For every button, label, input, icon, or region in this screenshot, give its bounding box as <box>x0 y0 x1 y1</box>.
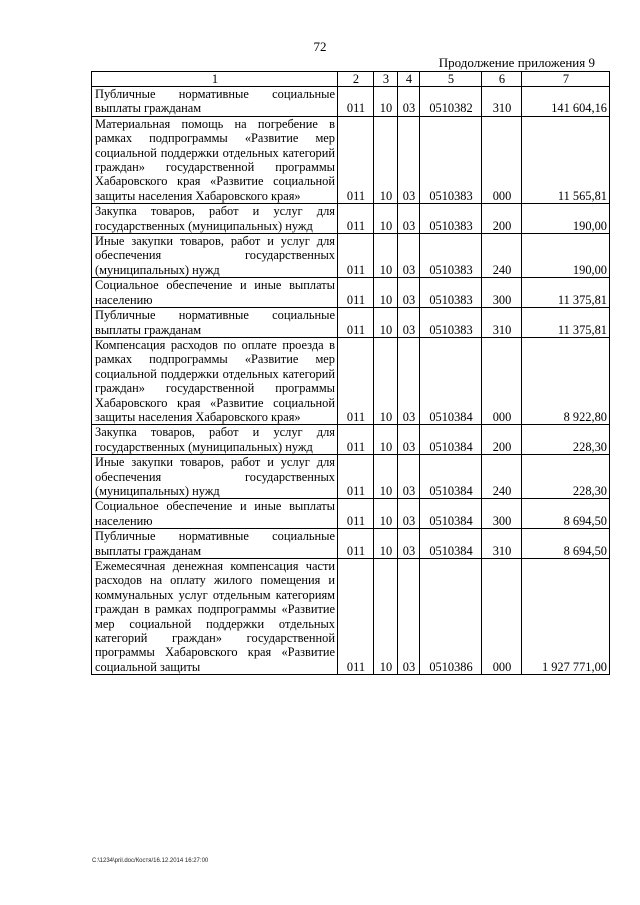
row-section-code: 10 <box>374 204 398 234</box>
row-subsection-code: 03 <box>398 337 420 424</box>
row-section-code: 10 <box>374 499 398 529</box>
row-description: Социальное обеспечение и иные выплаты населению <box>92 499 338 529</box>
row-description: Публичные нормативные социальные выплаты гражданам <box>92 529 338 559</box>
row-ministry-code: 011 <box>338 116 374 203</box>
row-section-code: 10 <box>374 529 398 559</box>
row-target-code: 0510382 <box>420 87 482 117</box>
row-description: Закупка товаров, работ и услуг для государственных (муниципальных) нужд <box>92 204 338 234</box>
file-path-footer: C:\1234\pril.doc/Костя/16.12.2014 16:27:00 <box>92 858 209 864</box>
row-expense-type-code: 200 <box>482 425 522 455</box>
row-section-code: 10 <box>374 87 398 117</box>
row-description: Социальное обеспечение и иные выплаты населению <box>92 278 338 308</box>
row-subsection-code: 03 <box>398 455 420 499</box>
row-target-code: 0510384 <box>420 499 482 529</box>
header-cell-4: 4 <box>398 72 420 87</box>
table-row <box>92 87 610 117</box>
row-ministry-code: 011 <box>338 529 374 559</box>
row-description: Публичные нормативные социальные выплаты гражданам <box>92 87 338 117</box>
budget-table <box>91 71 610 675</box>
row-subsection-code: 03 <box>398 87 420 117</box>
row-expense-type-code: 310 <box>482 308 522 338</box>
row-ministry-code: 011 <box>338 87 374 117</box>
row-amount: 11 565,81 <box>522 116 610 203</box>
table-row <box>92 116 610 203</box>
row-amount: 8 922,80 <box>522 337 610 424</box>
continuation-label: Продолжение приложения 9 <box>438 55 595 70</box>
row-section-code: 10 <box>374 308 398 338</box>
row-subsection-code: 03 <box>398 529 420 559</box>
row-section-code: 10 <box>374 337 398 424</box>
row-amount: 190,00 <box>522 234 610 278</box>
table-row <box>92 499 610 529</box>
row-description: Ежемесячная денежная компенсация части расходов на оплату жилого помещения и коммунальных услуг отдельным категориям граждан в рамках подпрограммы «Развитие мер социальной поддержки отдельных категорий граждан» государственной программы Хабаровского края «Развитие социальной защиты <box>92 559 338 675</box>
row-section-code: 10 <box>374 455 398 499</box>
header-cell-5: 5 <box>420 72 482 87</box>
table-row <box>92 278 610 308</box>
row-description: Компенсация расходов по оплате проезда в рамках подпрограммы «Развитие мер социальной поддержки отдельных категорий граждан» государственной программы Хабаровского края «Развитие социальной защиты населения Хабаровского края» <box>92 337 338 424</box>
row-amount: 11 375,81 <box>522 278 610 308</box>
row-ministry-code: 011 <box>338 204 374 234</box>
row-amount: 1 927 771,00 <box>522 559 610 675</box>
table-row <box>92 559 610 675</box>
row-ministry-code: 011 <box>338 559 374 675</box>
row-expense-type-code: 000 <box>482 337 522 424</box>
row-description: Иные закупки товаров, работ и услуг для обеспечения государственных (муниципальных) нужд <box>92 455 338 499</box>
table-row <box>92 425 610 455</box>
table-header-row <box>92 72 610 87</box>
row-amount: 11 375,81 <box>522 308 610 338</box>
row-target-code: 0510383 <box>420 116 482 203</box>
row-section-code: 10 <box>374 425 398 455</box>
page-number: 72 <box>313 39 327 54</box>
row-expense-type-code: 300 <box>482 278 522 308</box>
row-subsection-code: 03 <box>398 499 420 529</box>
table-row <box>92 337 610 424</box>
row-description: Публичные нормативные социальные выплаты гражданам <box>92 308 338 338</box>
row-section-code: 10 <box>374 116 398 203</box>
row-target-code: 0510384 <box>420 455 482 499</box>
row-amount: 228,30 <box>522 455 610 499</box>
header-cell-6: 6 <box>482 72 522 87</box>
table-row <box>92 204 610 234</box>
row-target-code: 0510384 <box>420 337 482 424</box>
row-ministry-code: 011 <box>338 499 374 529</box>
table-row <box>92 234 610 278</box>
row-target-code: 0510384 <box>420 425 482 455</box>
row-ministry-code: 011 <box>338 455 374 499</box>
row-amount: 8 694,50 <box>522 499 610 529</box>
row-expense-type-code: 300 <box>482 499 522 529</box>
row-description: Иные закупки товаров, работ и услуг для обеспечения государственных (муниципальных) нужд <box>92 234 338 278</box>
row-subsection-code: 03 <box>398 308 420 338</box>
row-expense-type-code: 000 <box>482 559 522 675</box>
row-amount: 141 604,16 <box>522 87 610 117</box>
row-target-code: 0510383 <box>420 308 482 338</box>
row-target-code: 0510383 <box>420 278 482 308</box>
row-subsection-code: 03 <box>398 425 420 455</box>
row-expense-type-code: 310 <box>482 529 522 559</box>
table-body <box>92 72 610 675</box>
header-cell-7: 7 <box>522 72 610 87</box>
row-description: Материальная помощь на погребение в рамках подпрограммы «Развитие мер социальной поддержки отдельных категорий граждан» государственной программы Хабаровского края «Развитие социальной защиты населения Хабаровского края» <box>92 116 338 203</box>
row-target-code: 0510386 <box>420 559 482 675</box>
row-subsection-code: 03 <box>398 116 420 203</box>
row-section-code: 10 <box>374 559 398 675</box>
row-target-code: 0510384 <box>420 529 482 559</box>
row-amount: 190,00 <box>522 204 610 234</box>
table-row <box>92 308 610 338</box>
table-row <box>92 455 610 499</box>
row-ministry-code: 011 <box>338 425 374 455</box>
table-row <box>92 529 610 559</box>
row-expense-type-code: 240 <box>482 455 522 499</box>
row-ministry-code: 011 <box>338 308 374 338</box>
row-ministry-code: 011 <box>338 278 374 308</box>
row-subsection-code: 03 <box>398 234 420 278</box>
row-section-code: 10 <box>374 234 398 278</box>
row-section-code: 10 <box>374 278 398 308</box>
row-description: Закупка товаров, работ и услуг для государственных (муниципальных) нужд <box>92 425 338 455</box>
header-cell-3: 3 <box>374 72 398 87</box>
row-expense-type-code: 310 <box>482 87 522 117</box>
header-cell-2: 2 <box>338 72 374 87</box>
row-expense-type-code: 240 <box>482 234 522 278</box>
row-target-code: 0510383 <box>420 204 482 234</box>
row-ministry-code: 011 <box>338 234 374 278</box>
row-amount: 8 694,50 <box>522 529 610 559</box>
row-subsection-code: 03 <box>398 559 420 675</box>
row-subsection-code: 03 <box>398 204 420 234</box>
row-target-code: 0510383 <box>420 234 482 278</box>
row-expense-type-code: 200 <box>482 204 522 234</box>
header-cell-1: 1 <box>92 72 338 87</box>
row-subsection-code: 03 <box>398 278 420 308</box>
row-amount: 228,30 <box>522 425 610 455</box>
row-ministry-code: 011 <box>338 337 374 424</box>
row-expense-type-code: 000 <box>482 116 522 203</box>
